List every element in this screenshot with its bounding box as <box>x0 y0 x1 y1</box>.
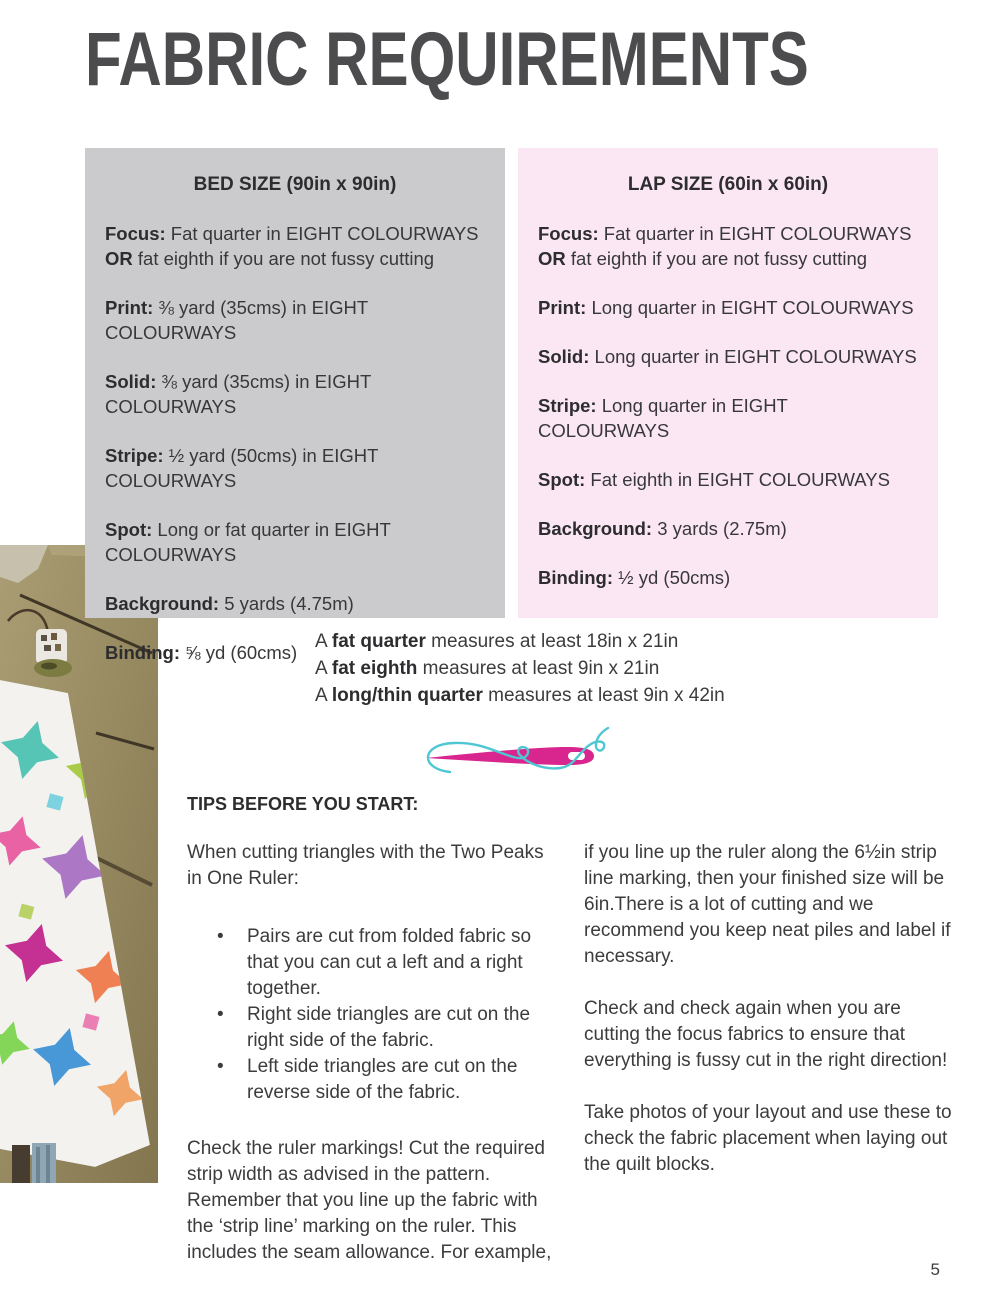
needle-illustration <box>420 724 612 790</box>
lap-size-box-title: LAP SIZE (60in x 60in) <box>627 174 829 195</box>
lap-size-box <box>518 148 938 618</box>
tips-bullet-list <box>187 924 559 1106</box>
fabric-size-notes <box>315 628 725 709</box>
fabric-requirement-item: Binding: ½ yd (50cms) <box>538 567 731 588</box>
lap-size-box-items <box>538 221 918 590</box>
fabric-requirement-item: Spot: Long or fat quarter in EIGHT COLOURWAYS <box>105 519 391 565</box>
fabric-requirement-item: Focus: Fat quarter in EIGHT COLOURWAYS OR fat eighth if you are not fussy cutting <box>538 223 912 269</box>
fabric-requirement-item: Background: 5 yards (4.75m) <box>105 593 354 614</box>
tips-left-column <box>187 840 559 1292</box>
tips-heading: TIPS BEFORE YOU START: <box>187 794 419 814</box>
page-number: 5 <box>930 1260 940 1279</box>
bed-size-box-title: BED SIZE (90in x 90in) <box>193 174 397 195</box>
bed-size-box-items <box>105 221 485 665</box>
tips-bullet: • Right side triangles are cut on the right side of the fabric. <box>187 1002 559 1054</box>
tips-left-paragraph: Check the ruler markings! Cut the required strip width as advised in the pattern. Remember that you line up the fabric with the ‘strip line’ marking on the ruler. This includes the seam allowance. For example, <box>187 1138 552 1263</box>
fabric-requirement-item: Binding: ⅝ yd (60cms) <box>105 642 298 663</box>
fabric-requirement-item: Print: ⅜ yard (35cms) in EIGHT COLOURWAYS <box>105 297 368 343</box>
tips-bullet: • Pairs are cut from folded fabric so that you can cut a left and a right together. <box>187 924 559 1002</box>
fabric-requirement-item: Solid: ⅜ yard (35cms) in EIGHT COLOURWAYS <box>105 371 371 417</box>
note-line: A long/thin quarter measures at least 9in x 42in <box>315 685 725 706</box>
fabric-requirement-item: Background: 3 yards (2.75m) <box>538 518 787 539</box>
note-line: A fat eighth measures at least 9in x 21in <box>315 658 660 679</box>
page-title: FABRIC REQUIREMENTS <box>85 17 809 102</box>
tips-bullet: • Left side triangles are cut on the reverse side of the fabric. <box>187 1054 559 1106</box>
tips-intro: When cutting triangles with the Two Peaks in One Ruler: <box>187 842 544 889</box>
fabric-requirement-item: Spot: Fat eighth in EIGHT COLOURWAYS <box>538 469 890 490</box>
fabric-requirement-item: Focus: Fat quarter in EIGHT COLOURWAYS OR fat eighth if you are not fussy cutting <box>105 223 479 269</box>
tips-paragraph: if you line up the ruler along the 6½in strip line marking, then your finished size will be 6in.There is a lot of cutting and we recommend you keep neat piles and label if necessary. <box>584 842 951 967</box>
needle-and-thread-icon <box>420 724 612 790</box>
fabric-requirement-item: Stripe: Long quarter in EIGHT COLOURWAYS <box>538 395 788 441</box>
fabric-requirement-item: Print: Long quarter in EIGHT COLOURWAYS <box>538 297 914 318</box>
fabric-requirement-item: Stripe: ½ yard (50cms) in EIGHT COLOURWAYS <box>105 445 379 491</box>
fabric-requirement-item: Solid: Long quarter in EIGHT COLOURWAYS <box>538 346 917 367</box>
tips-paragraph: Check and check again when you are cutting the focus fabrics to ensure that everything is fussy cut in the right direction! <box>584 998 948 1071</box>
tips-paragraph: Take photos of your layout and use these to check the fabric placement when laying out the quilt blocks. <box>584 1102 952 1175</box>
tips-right-column <box>584 840 954 1204</box>
note-line: A fat quarter measures at least 18in x 21in <box>315 631 679 652</box>
